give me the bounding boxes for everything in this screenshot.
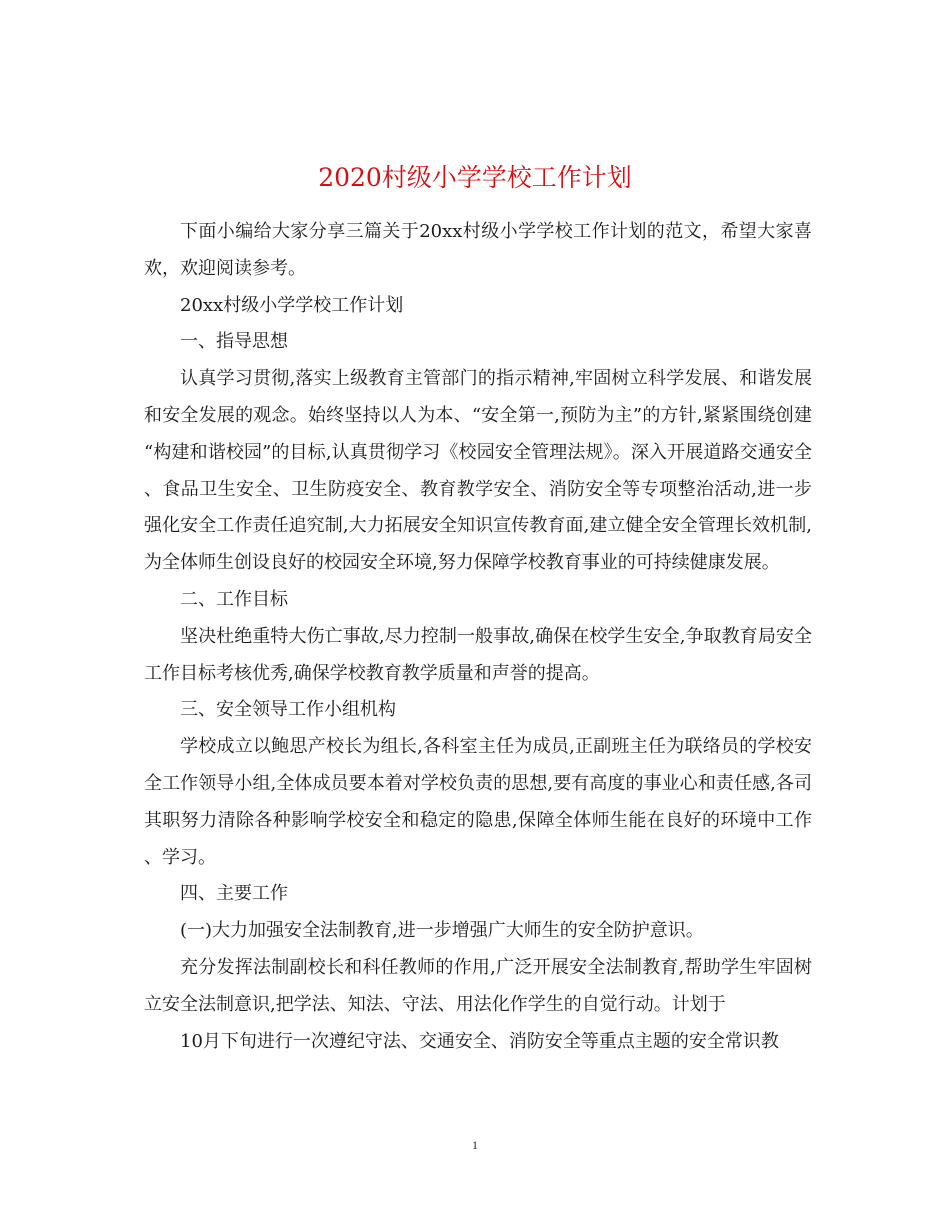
section-heading: 20xx村级小学学校工作计划 xyxy=(180,294,404,316)
body-paragraph: 坚决杜绝重特大伤亡事故,尽力控制一般事故,确保在校学生安全,争取教育局安全工作目标考核优秀,确保学校教育教学质量和声誉的提高。 xyxy=(144,625,812,684)
body-paragraph: 认真学习贯彻,落实上级教育主管部门的指示精神,牢固树立科学发展、和谐发展和安全发展的观念。始终坚持以人为本、“安全第一,预防为主”的方针,紧紧围绕创建“构建和谐校园”的目标,认真贯彻学习《校园安全管理法规》。深入开展道路交通安全、食品卫生安全、卫生防疫安全、教育教学安全、消防安全等专项整治活动,进一步强化安全工作责任追究制,大力拓展安全知识宣传教育面,建立健全安全管理长效机制,为全体师生创设良好的校园安全环境,努力保障学校教育事业的可持续健康发展。 xyxy=(144,368,812,574)
body-paragraph: 充分发挥法制副校长和科任教师的作用,广泛开展安全法制教育,帮助学生牢固树立安全法制意识,把学法、知法、守法、用法化作学生的自觉行动。计划于 xyxy=(144,956,812,1015)
section-heading: 三、安全领导工作小组机构 xyxy=(180,699,396,721)
body-paragraph: 10月下旬进行一次遵纪守法、交通安全、消防安全等重点主题的安全常识教 xyxy=(180,1030,779,1052)
intro-paragraph: 下面小编给大家分享三篇关于20xx村级小学学校工作计划的范文，希望大家喜欢，欢迎阅读参考。 xyxy=(144,221,812,279)
document-body xyxy=(144,214,812,1060)
document-title: 2020村级小学学校工作计划 xyxy=(318,162,632,192)
body-paragraph: 学校成立以鲍思产校长为组长,各科室主任为成员,正副班主任为联络员的学校安全工作领导小组,全体成员要本着对学校负责的思想,要有高度的事业心和责任感,各司其职努力清除各种影响学校安全和稳定的隐患,保障全体师生能在良好的环境中工作、学习。 xyxy=(144,736,812,868)
sub-heading: (一)大力加强安全法制教育,进一步增强广大师生的安全防护意识。 xyxy=(180,920,704,942)
page-number: 1 xyxy=(472,1138,478,1152)
section-heading: 二、工作目标 xyxy=(180,588,288,610)
section-heading: 一、指导思想 xyxy=(180,331,288,353)
section-heading: 四、主要工作 xyxy=(180,883,288,905)
